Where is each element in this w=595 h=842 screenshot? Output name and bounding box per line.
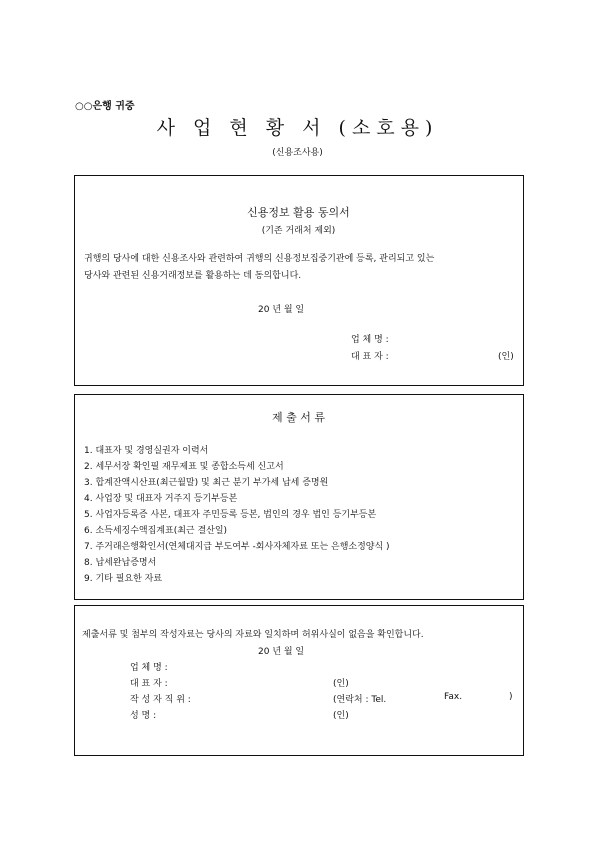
confirm-statement: 제출서류 및 첨부의 작성자료는 당사의 자료와 일치하며 허위사실이 없음을 확인합니다. — [82, 630, 424, 640]
confirm-company-label: 업 체 명 : — [130, 663, 168, 673]
document-item: 4. 사업장 및 대표자 거주지 등기부등본 — [84, 494, 238, 504]
confirmation-box — [74, 605, 524, 756]
confirm-contact-fax: Fax. — [444, 692, 463, 702]
document-item: 2. 세무서장 확인필 재무제표 및 종합소득세 신고서 — [84, 462, 284, 472]
confirm-contact-close: ) — [509, 692, 513, 702]
confirm-rep-seal: (인) — [333, 679, 349, 689]
document-item: 8. 납세완납증명서 — [84, 558, 157, 568]
consent-date: 20 년 월 일 — [258, 305, 305, 315]
document-item: 7. 주거래은행확인서(연체대지급 부도여부 -회사자체자료 또는 은행소정양식 ) — [84, 542, 390, 552]
document-item: 3. 합계잔액시산표(최근월말) 및 최근 분기 부가세 납세 증명원 — [84, 478, 329, 488]
page-title: 사 업 현 황 서 (소호용) — [156, 117, 439, 139]
confirm-rep-label: 대 표 자 : — [130, 679, 168, 689]
document-item: 6. 소득세징수액집계표(최근 결산일) — [84, 526, 228, 536]
document-item: 1. 대표자 및 경영실권자 이력서 — [84, 446, 209, 456]
consent-body-line1: 귀행의 당사에 대한 신용조사와 관련하여 귀행의 신용정보집중기관에 등록, 관리되고 있는 — [84, 254, 435, 264]
documents-box — [74, 394, 524, 600]
consent-rep-label: 대 표 자 : — [351, 352, 389, 362]
confirm-name-label: 성 명 : — [130, 711, 157, 721]
consent-body-line2: 당사와 관련된 신용거래정보를 활용하는 데 동의합니다. — [84, 271, 302, 281]
consent-box — [74, 175, 524, 386]
bank-addressee: ○○은행 귀중 — [75, 101, 135, 112]
page-subtitle: (신용조사용) — [272, 148, 323, 158]
consent-company-label: 업 체 명 : — [351, 335, 389, 345]
confirm-writer-label: 작 성 자 직 위 : — [130, 695, 191, 705]
document-item: 5. 사업자등록증 사본, 대표자 주민등록 등본, 법인의 경우 법인 등기부등본 — [84, 510, 377, 520]
consent-heading: 신용정보 활용 동의서 — [247, 206, 350, 219]
documents-heading: 제 출 서 류 — [272, 411, 325, 424]
confirm-name-seal: (인) — [333, 711, 349, 721]
confirm-contact-tel: (연락처 : Tel. — [333, 695, 387, 705]
consent-note: (기존 거래처 제외) — [261, 226, 336, 236]
document-item: 9. 기타 필요한 자료 — [84, 574, 163, 584]
consent-seal: (인) — [498, 352, 514, 362]
confirm-date: 20 년 월 일 — [258, 647, 305, 657]
